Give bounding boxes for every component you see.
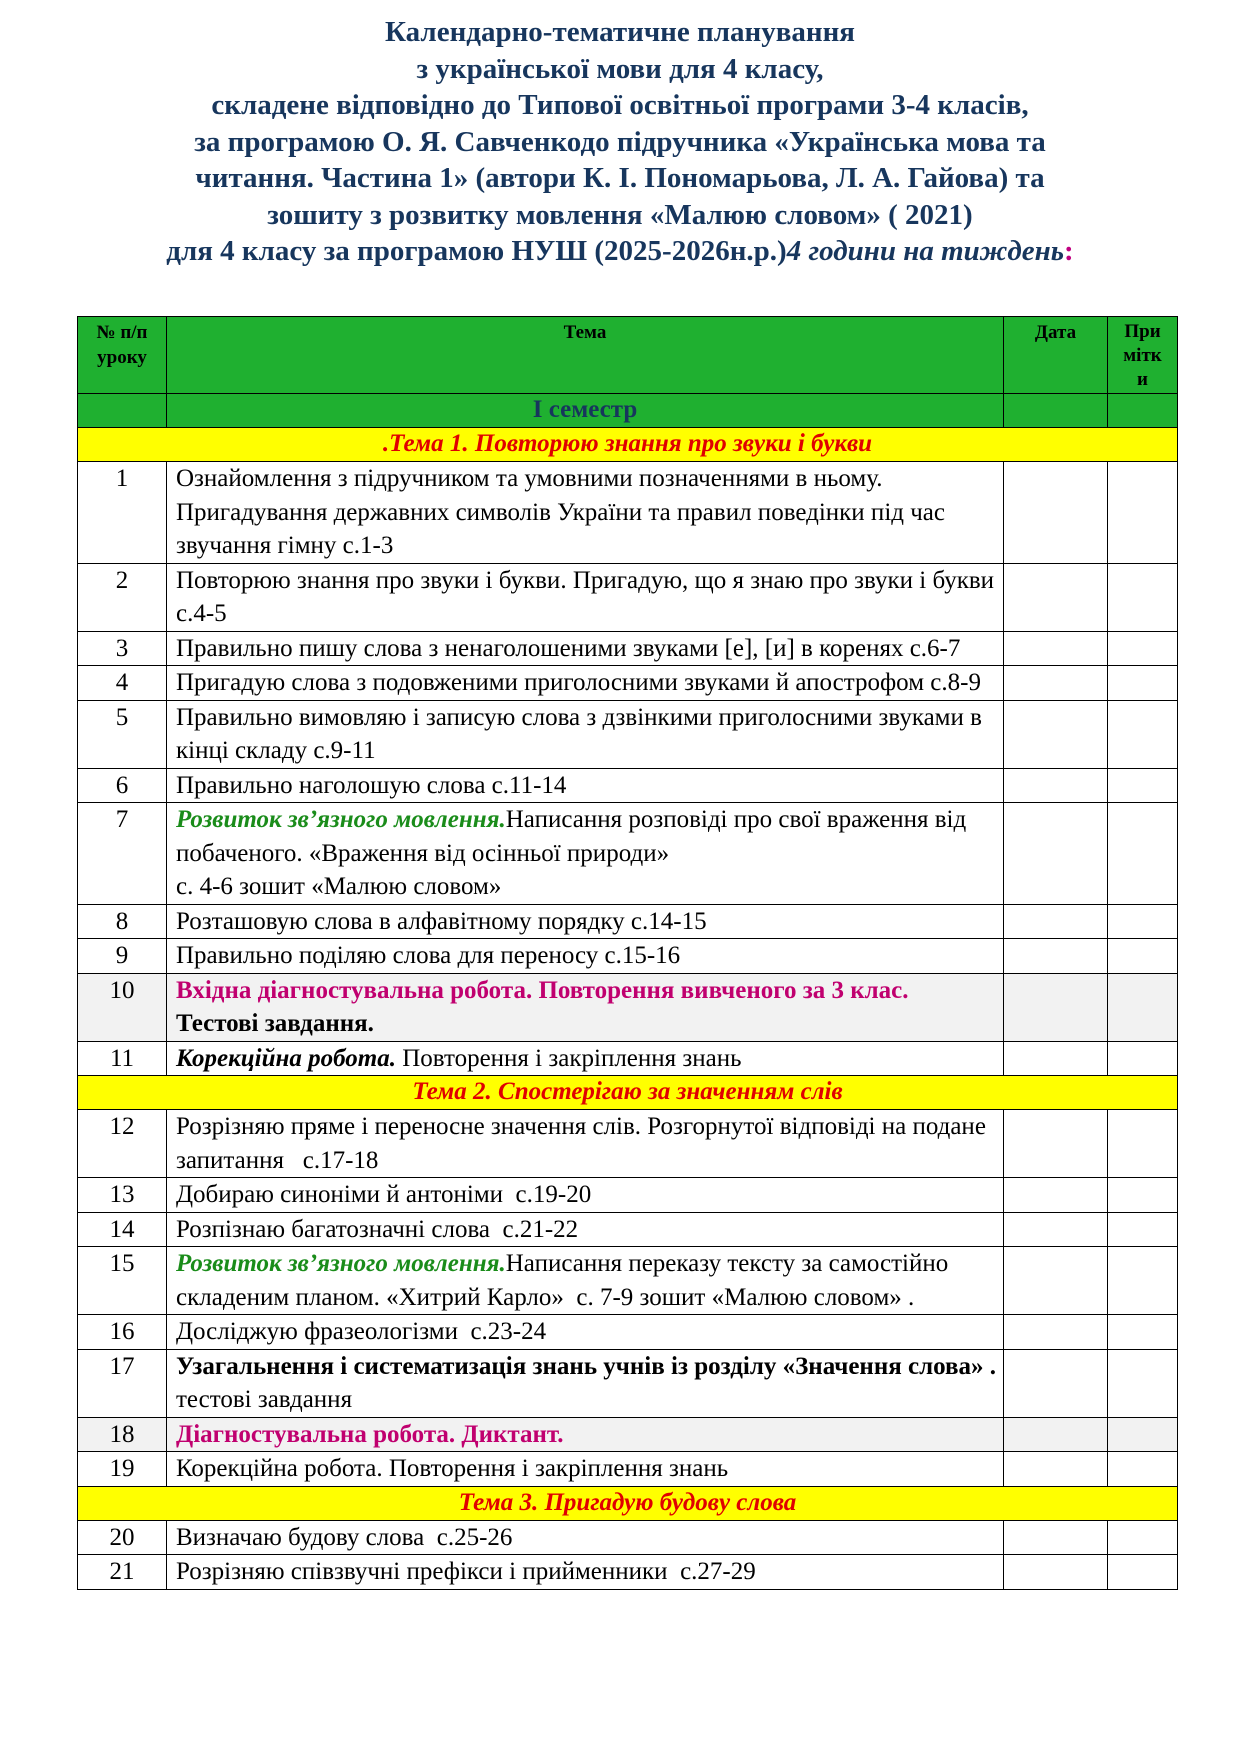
- lesson-date-cell[interactable]: [1004, 1520, 1108, 1555]
- table-row: [78, 768, 1178, 803]
- title-line-7-main: для 4 класу за програмою НУШ (2025-2026н.р.): [166, 235, 787, 267]
- title-line-7-tail: 4 години на тиждень: [786, 235, 1065, 267]
- lesson-number: 21: [78, 1555, 167, 1590]
- topic-row: [78, 1076, 1178, 1110]
- lesson-topic: [167, 973, 1004, 1041]
- header-date: Дата: [1004, 317, 1108, 394]
- lesson-topic: [167, 1417, 1004, 1452]
- title-line-1: Календарно-тематичне планування: [385, 16, 855, 48]
- lesson-topic: Корекційна робота. Повторення і закріплення знань: [167, 1452, 1004, 1487]
- table-header-row: [78, 317, 1178, 394]
- lesson-date-cell[interactable]: [1004, 666, 1108, 701]
- topic-3-label: Тема 3. Пригадую будову слова: [78, 1486, 1178, 1520]
- lesson-date-cell[interactable]: [1004, 1041, 1108, 1076]
- lesson-notes-cell[interactable]: [1108, 768, 1178, 803]
- lesson-notes-cell[interactable]: [1108, 1212, 1178, 1247]
- lesson-topic: Розрізняю співзвучні префікси і прийменники с.27-29: [167, 1555, 1004, 1590]
- table-row: [78, 631, 1178, 666]
- lesson-date-cell[interactable]: [1004, 1349, 1108, 1417]
- lesson-notes-cell[interactable]: [1108, 1247, 1178, 1315]
- lesson-topic-text-2: с. 4-6 зошит «Малюю словом»: [176, 873, 502, 900]
- lesson-date-cell[interactable]: [1004, 1178, 1108, 1213]
- lesson-date-cell[interactable]: [1004, 904, 1108, 939]
- lesson-notes-cell[interactable]: [1108, 904, 1178, 939]
- lesson-date-cell[interactable]: [1004, 1417, 1108, 1452]
- lesson-notes-cell[interactable]: [1108, 1555, 1178, 1590]
- lesson-topic: Правильно пишу слова з ненаголошеними звуками [е], [и] в коренях с.6-7: [167, 631, 1004, 666]
- diagnostic-label: Діагностувальна робота. Диктант.: [176, 1420, 564, 1448]
- lesson-notes-cell[interactable]: [1108, 1520, 1178, 1555]
- table-row: [78, 1212, 1178, 1247]
- table-row: [78, 1110, 1178, 1178]
- table-row: [78, 1417, 1178, 1452]
- title-line-4: за програмою О. Я. Савченкодо підручника «Українська мова та: [194, 125, 1046, 158]
- lesson-topic-text: тестові завдання: [176, 1386, 353, 1413]
- lesson-number: 11: [78, 1041, 167, 1076]
- correction-label: Корекційна робота.: [176, 1044, 396, 1072]
- lesson-notes-cell[interactable]: [1108, 1349, 1178, 1417]
- table-row: [78, 700, 1178, 768]
- lesson-notes-cell[interactable]: [1108, 1315, 1178, 1350]
- header-notes: При мітк и: [1108, 317, 1178, 394]
- title-line-3: складене відповідно до Типової освітньої програми 3-4 класів,: [211, 89, 1029, 121]
- table-row: [78, 1247, 1178, 1315]
- lesson-topic: [167, 803, 1004, 905]
- topic-1-label: .Тема 1. Повторюю знання про звуки і букви: [78, 428, 1178, 462]
- table-row: [78, 904, 1178, 939]
- lesson-number: 18: [78, 1417, 167, 1452]
- document-title: [60, 14, 1180, 270]
- lesson-date-cell[interactable]: [1004, 1452, 1108, 1487]
- lesson-date-cell[interactable]: [1004, 768, 1108, 803]
- title-line-7-colon: :: [1064, 235, 1074, 267]
- table-row: [78, 1178, 1178, 1213]
- lesson-number: 17: [78, 1349, 167, 1417]
- topic-row: [78, 428, 1178, 462]
- lesson-topic: Розрізняю пряме і переносне значення слів. Розгорнутої відповіді на подане запитання с.17-18: [167, 1110, 1004, 1178]
- lesson-date-cell[interactable]: [1004, 1315, 1108, 1350]
- lesson-topic: Правильно наголошую слова с.11-14: [167, 768, 1004, 803]
- lesson-notes-cell[interactable]: [1108, 1178, 1178, 1213]
- lesson-notes-cell[interactable]: [1108, 1452, 1178, 1487]
- lesson-topic: Визначаю будову слова с.25-26: [167, 1520, 1004, 1555]
- lesson-topic-text: Повторення і закріплення знань: [396, 1044, 742, 1072]
- table-row: [78, 1315, 1178, 1350]
- lesson-topic: Пригадую слова з подовженими приголосними звуками й апострофом с.8-9: [167, 666, 1004, 701]
- lesson-notes-cell[interactable]: [1108, 973, 1178, 1041]
- lesson-notes-cell[interactable]: [1108, 700, 1178, 768]
- lesson-date-cell[interactable]: [1004, 803, 1108, 905]
- table-row: [78, 666, 1178, 701]
- lesson-number: 10: [78, 973, 167, 1041]
- lesson-plan-table: [77, 316, 1178, 1590]
- lesson-notes-cell[interactable]: [1108, 1417, 1178, 1452]
- lesson-number: 9: [78, 939, 167, 974]
- table-row: [78, 973, 1178, 1041]
- lesson-number: 1: [78, 462, 167, 564]
- semester-label: І семестр: [167, 394, 1004, 428]
- lesson-date-cell[interactable]: [1004, 973, 1108, 1041]
- generalization-label: Узагальнення і систематизація знань учнів із розділу «Значення слова» .: [176, 1352, 996, 1380]
- lesson-number: 5: [78, 700, 167, 768]
- header-lesson-number: № п/п уроку: [78, 317, 167, 394]
- lesson-number: 20: [78, 1520, 167, 1555]
- lesson-number: 4: [78, 666, 167, 701]
- table-row: [78, 563, 1178, 631]
- lesson-date-cell[interactable]: [1004, 563, 1108, 631]
- table-row: [78, 803, 1178, 905]
- lesson-topic-text: Тестові завдання.: [176, 1010, 374, 1037]
- table-row: [78, 1349, 1178, 1417]
- speech-development-label: Розвиток зв’язного мовлення.: [176, 1250, 506, 1277]
- lesson-number: 6: [78, 768, 167, 803]
- lesson-notes-cell[interactable]: [1108, 1041, 1178, 1076]
- lesson-notes-cell[interactable]: [1108, 939, 1178, 974]
- table-row: [78, 1452, 1178, 1487]
- lesson-number: 12: [78, 1110, 167, 1178]
- semester-row: [78, 394, 1178, 428]
- lesson-number: 14: [78, 1212, 167, 1247]
- lesson-topic: Ознайомлення з підручником та умовними позначеннями в ньому. Пригадування державних символів України та правил поведінки під час звучання гімну с.1-3: [167, 462, 1004, 564]
- lesson-date-cell[interactable]: [1004, 700, 1108, 768]
- lesson-topic-text: Написання переказу тексту за самостійно складеним планом. «Хитрий Карло» с. 7-9 зошит «Малюю словом» .: [176, 1250, 955, 1311]
- title-line-7: [60, 233, 1180, 270]
- lesson-date-cell[interactable]: [1004, 1555, 1108, 1590]
- lesson-notes-cell[interactable]: [1108, 803, 1178, 905]
- table-row: [78, 462, 1178, 564]
- topic-row: [78, 1486, 1178, 1520]
- topic-2-label: Тема 2. Спостерігаю за значенням слів: [78, 1076, 1178, 1110]
- table-row: [78, 939, 1178, 974]
- lesson-topic: Повторюю знання про звуки і букви. Пригадую, що я знаю про звуки і букви с.4-5: [167, 563, 1004, 631]
- lesson-number: 19: [78, 1452, 167, 1487]
- lesson-number: 15: [78, 1247, 167, 1315]
- lesson-date-cell[interactable]: [1004, 462, 1108, 564]
- lesson-date-cell[interactable]: [1004, 939, 1108, 974]
- lesson-number: 16: [78, 1315, 167, 1350]
- table-row: [78, 1555, 1178, 1590]
- lesson-notes-cell[interactable]: [1108, 631, 1178, 666]
- title-line-2: з української мови для 4 класу,: [416, 52, 824, 85]
- lesson-number: 2: [78, 563, 167, 631]
- lesson-topic: [167, 1349, 1004, 1417]
- lesson-number: 7: [78, 803, 167, 905]
- lesson-notes-cell[interactable]: [1108, 666, 1178, 701]
- speech-development-label: Розвиток зв’язного мовлення.: [176, 806, 506, 833]
- lesson-date-cell[interactable]: [1004, 1110, 1108, 1178]
- lesson-topic: Розташовую слова в алфавітному порядку с.14-15: [167, 904, 1004, 939]
- title-line-6: зошиту з розвитку мовлення «Малюю словом» ( 2021): [267, 198, 973, 231]
- lesson-topic: [167, 1247, 1004, 1315]
- lesson-notes-cell[interactable]: [1108, 462, 1178, 564]
- lesson-date-cell[interactable]: [1004, 1212, 1108, 1247]
- lesson-notes-cell[interactable]: [1108, 1110, 1178, 1178]
- lesson-number: 13: [78, 1178, 167, 1213]
- table-row: [78, 1041, 1178, 1076]
- diagnostic-label: Вхідна діагностувальна робота. Повторення вивченого за 3 клас.: [176, 976, 909, 1004]
- lesson-topic: Правильно вимовляю і записую слова з дзвінкими приголосними звуками в кінці складу с.9-11: [167, 700, 1004, 768]
- title-line-5: читання. Частина 1» (автори К. І. Пономарьова, Л. А. Гайова) та: [195, 162, 1045, 194]
- lesson-topic: [167, 1041, 1004, 1076]
- table-row: [78, 1520, 1178, 1555]
- lesson-topic: Правильно поділяю слова для переносу с.15-16: [167, 939, 1004, 974]
- lesson-topic: Розпізнаю багатозначні слова с.21-22: [167, 1212, 1004, 1247]
- lesson-number: 3: [78, 631, 167, 666]
- lesson-topic-text: Написання розповіді про свої враження від побаченого. «Враження від осінньої природи»: [176, 806, 967, 867]
- lesson-date-cell[interactable]: [1004, 631, 1108, 666]
- lesson-date-cell[interactable]: [1004, 1247, 1108, 1315]
- lesson-topic: Досліджую фразеологізми с.23-24: [167, 1315, 1004, 1350]
- header-topic: Тема: [167, 317, 1004, 394]
- lesson-number: 8: [78, 904, 167, 939]
- lesson-notes-cell[interactable]: [1108, 563, 1178, 631]
- lesson-topic: Добираю синоніми й антоніми с.19-20: [167, 1178, 1004, 1213]
